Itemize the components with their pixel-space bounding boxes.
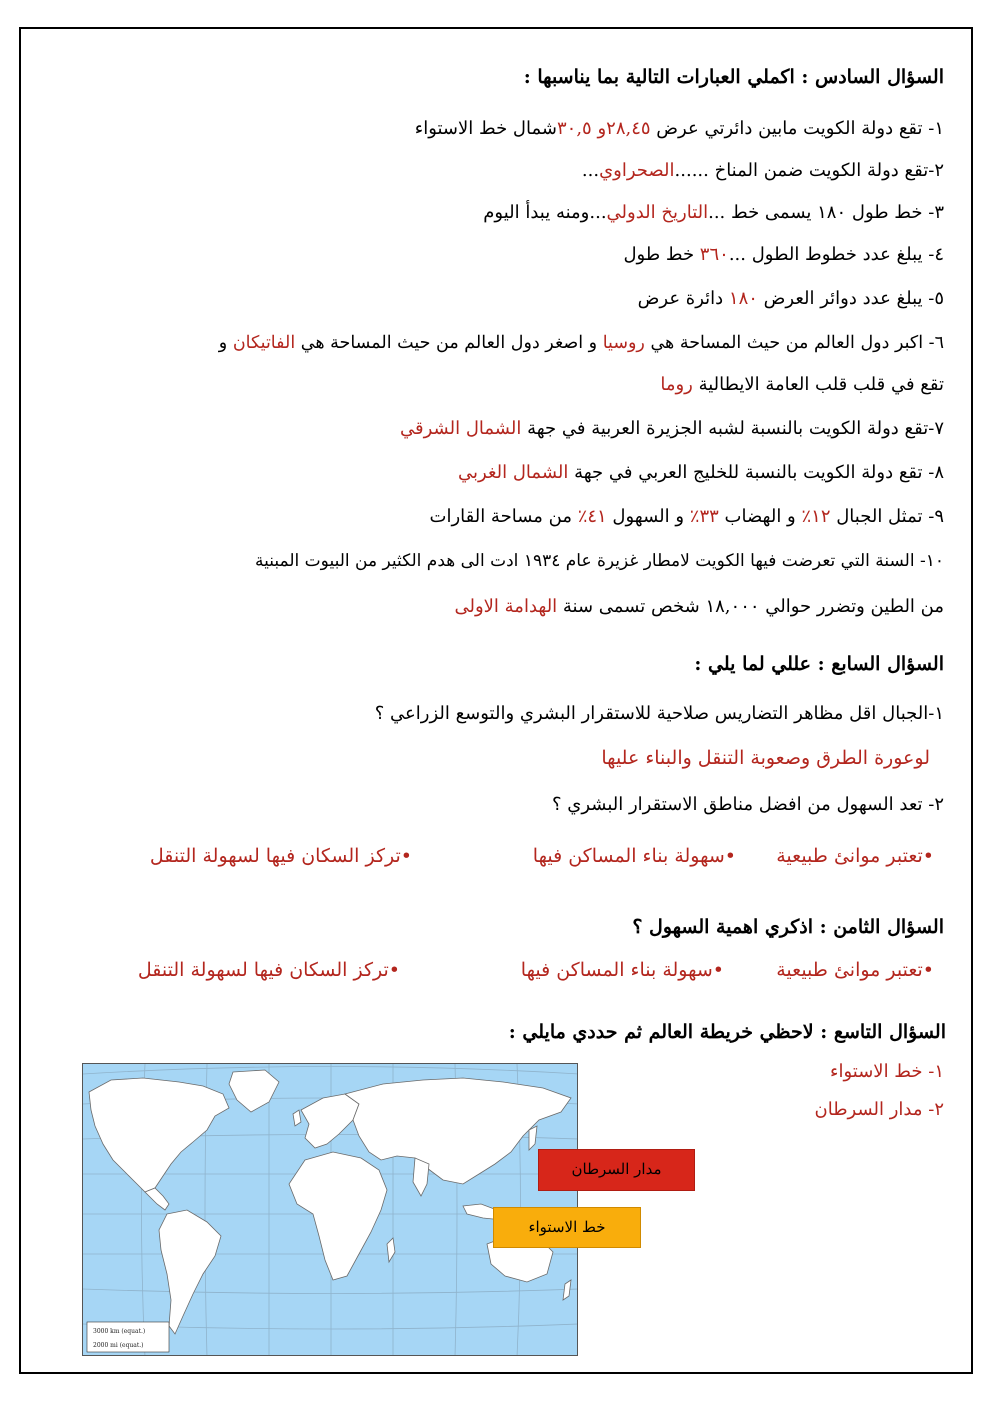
q6-answer-2: الصحراوي — [599, 160, 675, 181]
q6-answer-7: الشمال الشرقي — [400, 418, 522, 439]
map-scale-mi: 2000 mi (equat.) — [93, 1342, 144, 1349]
q6-statement-10: ١٠- السنة التي تعرضت فيها الكويت لامطار غزيرة عام ١٩٣٤ ادت الى هدم الكثير من البيوت المبنية — [255, 551, 944, 571]
q6-answer-6a: روسيا — [602, 333, 645, 353]
q6-title: السؤال السادس : اكملي العبارات التالية بما يناسبها : — [523, 66, 944, 88]
q6-statement-8: ٨- تقع دولة الكويت بالنسبة للخليج العربي في جهة الشمال الغربي — [458, 462, 944, 483]
q9-item-2: ٢- مدار السرطان — [814, 1099, 944, 1120]
q6-statement-4: ٤- يبلغ عدد خطوط الطول ...٣٦٠ خط طول — [623, 244, 944, 265]
q7-bullet-3: •تركز السكان فيها لسهولة التنقل — [149, 845, 412, 867]
q6-answer-9c: ٤١٪ — [577, 506, 607, 527]
q8-bullet-3: •تركز السكان فيها لسهولة التنقل — [137, 959, 400, 981]
q6-statement-10-cont: من الطين وتضرر حوالي ١٨,٠٠٠ شخص تسمى سنة الهدامة الاولى — [454, 596, 944, 617]
q6-answer-10: الهدامة الاولى — [454, 596, 558, 617]
q6-statement-3: ٣- خط طول ١٨٠ يسمى خط ...التاريخ الدولي...ومنه يبدأ اليوم — [483, 202, 944, 223]
q8-bullet-1: •تعتبر موانئ طبيعية — [776, 959, 934, 981]
q6-statement-9: ٩- تمثل الجبال ١٢٪ و الهضاب ٣٣٪ و السهول ٤١٪ من مساحة القارات — [429, 506, 944, 527]
q7-answer-1: لوعورة الطرق وصعوبة التنقل والبناء عليها — [601, 747, 930, 769]
q6-answer-6c: روما — [660, 374, 693, 395]
q6-answer-5: ١٨٠ — [728, 288, 758, 309]
q6-statement-6: ٦- اكبر دول العالم من حيث المساحة هي روسيا و اصغر دول العالم من حيث المساحة هي الفاتيكان و — [218, 333, 944, 353]
q7-statement-1: ١-الجبال اقل مظاهر التضاريس صلاحية للاستقرار البشري والتوسع الزراعي ؟ — [374, 703, 944, 724]
q6-statement-2: ٢-تقع دولة الكويت ضمن المناخ ......الصحراوي... — [581, 160, 944, 181]
tropic-of-cancer-label: مدار السرطان — [538, 1149, 695, 1191]
q6-answer-6b: الفاتيكان — [232, 333, 296, 353]
q6-statement-1: ١- تقع دولة الكويت مابين دائرتي عرض ٢٨,٤٥و ٣٠,٥شمال خط الاستواء — [414, 118, 944, 139]
q6-answer-4: ٣٦٠ — [699, 244, 729, 265]
q9-item-1: ١- خط الاستواء — [830, 1061, 944, 1082]
q6-answer-3: التاريخ الدولي — [606, 202, 709, 223]
q6-statement-7: ٧-تقع دولة الكويت بالنسبة لشبه الجزيرة العربية في جهة الشمال الشرقي — [400, 418, 944, 439]
q6-answer-9a: ١٢٪ — [801, 506, 831, 527]
q6-answer-8: الشمال الغربي — [458, 462, 569, 483]
q7-title: السؤال السابع : عللي لما يلي : — [694, 653, 944, 675]
q6-statement-6-cont: تقع في قلب قلب العامة الايطالية روما — [660, 374, 944, 395]
q7-bullet-1: •تعتبر موانئ طبيعية — [776, 845, 934, 867]
equator-label: خط الاستواء — [493, 1207, 641, 1248]
q7-statement-2: ٢- تعد السهول من افضل مناطق الاستقرار البشري ؟ — [551, 794, 944, 815]
q6-answer-1: ٢٨,٤٥و ٣٠,٥ — [557, 118, 651, 139]
q6-answer-9b: ٣٣٪ — [689, 506, 719, 527]
map-scale-km: 3000 km (equat.) — [93, 1328, 146, 1335]
q9-title: السؤال التاسع : لاحظي خريطة العالم ثم حددي مايلي : — [508, 1021, 946, 1043]
q8-bullet-2: •سهولة بناء المساكن فيها — [520, 959, 724, 981]
q8-title: السؤال الثامن : اذكري اهمية السهول ؟ — [632, 916, 944, 938]
q7-bullet-2: •سهولة بناء المساكن فيها — [532, 845, 736, 867]
q6-statement-5: ٥- يبلغ عدد دوائر العرض ١٨٠ دائرة عرض — [637, 288, 944, 309]
